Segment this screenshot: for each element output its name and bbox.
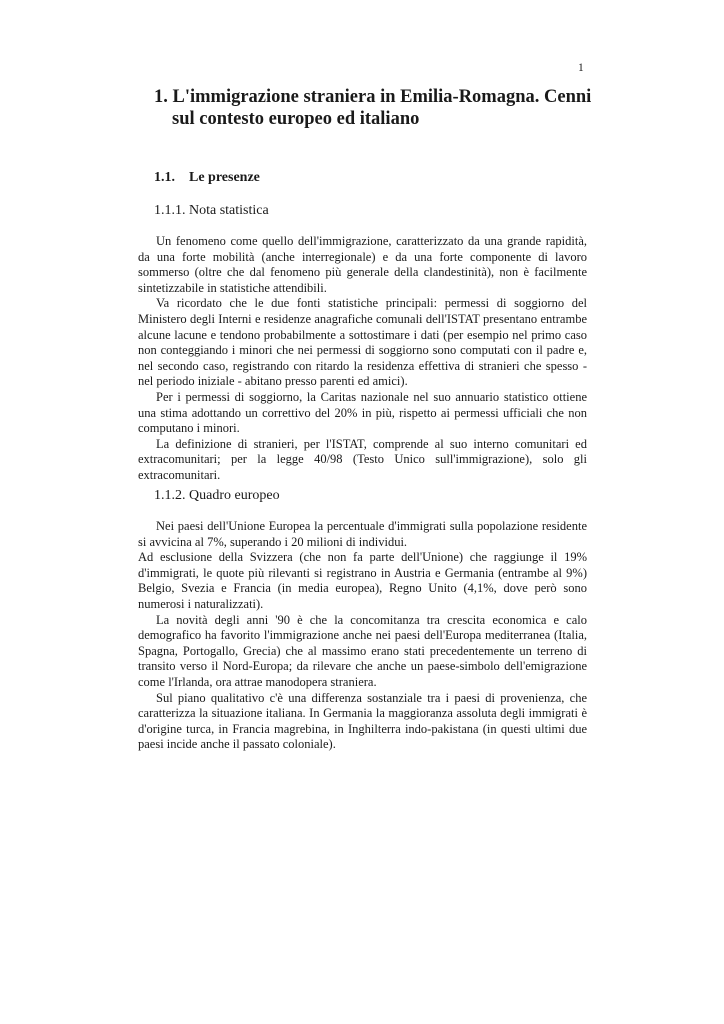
paragraph: La novità degli anni '90 è che la concomitanza tra crescita economica e calo demografico ha favorito l'immigrazione anche nei paesi dell'Europa mediterranea (Italia, Spagna, Portogallo, Grecia) che al massimo erano stati precedentemente un terreno di transito verso il Nord-Europa; da rilevare che anche un paese-simbolo dell'emigrazione come l'Irlanda, ora attrae manodopera straniera. [138,612,587,689]
paragraph: La definizione di stranieri, per l'ISTAT, comprende al suo interno comunitari ed extracomunitari; per la legge 40/98 (Testo Unico sull'immigrazione), solo gli extracomunitari. [138,436,587,482]
chapter-title: 1. L'immigrazione straniera in Emilia-Romagna. Cenni sul contesto europeo ed italiano [154,87,592,129]
subsection-title-quadro-europeo: 1.1.2. Quadro europeo [154,488,280,503]
nota-statistica-body [138,234,587,484]
quadro-europeo-body [138,519,587,753]
paragraph: Sul piano qualitativo c'è una differenza sostanziale tra i paesi di provenienza, che caratterizza la situazione italiana. In Germania la maggioranza assoluta degli immigrati è d'origine turca, in Francia magrebina, in Inghilterra indo-pakistana (in questi ultimi due paesi incide anche il passato coloniale). [138,690,587,752]
paragraph: Ad esclusione della Svizzera (che non fa parte dell'Unione) che raggiunge il 19% d'immigrati, le quote più rilevanti si registrano in Austria e Germania (entrambe al 9%) Belgio, Svezia e Francia (in media europea), Regno Unito (4,1%, dove però sono numerosi i naturalizzati). [138,550,587,611]
subsection-title-nota-statistica: 1.1.1. Nota statistica [154,203,269,218]
paragraph: Va ricordato che le due fonti statistiche principali: permessi di soggiorno del Ministero degli Interni e residenze anagrafiche comunali dell'ISTAT presentano entrambe alcune lacune e tendono probabilmente a sottostimare i dati (per esempio nel primo caso non conteggiando i minori che nei permessi di soggiorno sono computati con il padre e, nel secondo caso, registrando con ritardo la residenza effettiva di stranieri che spesso - nel periodo iniziale - abitano presso parenti ed amici). [138,296,587,389]
paragraph: Nei paesi dell'Unione Europea la percentuale d'immigrati sulla popolazione residente si avvicina al 7%, superando i 20 milioni di individui. [138,519,587,549]
paragraph: Un fenomeno come quello dell'immigrazione, caratterizzato da una grande rapidità, da una forte mobilità (anche interregionale) e da una forte componente di lavoro sommerso (oltre che dal fenomeno più generale della clandestinità), non è facilmente sintetizzabile in statistiche attendibili. [138,234,587,295]
paragraph: Per i permessi di soggiorno, la Caritas nazionale nel suo annuario statistico ottiene una stima adottando un correttivo del 20% in più, rispetto ai permessi ufficiali che non computano i minori. [138,389,587,436]
page-number: 1 [578,62,584,74]
section-title: 1.1. Le presenze [154,170,260,185]
